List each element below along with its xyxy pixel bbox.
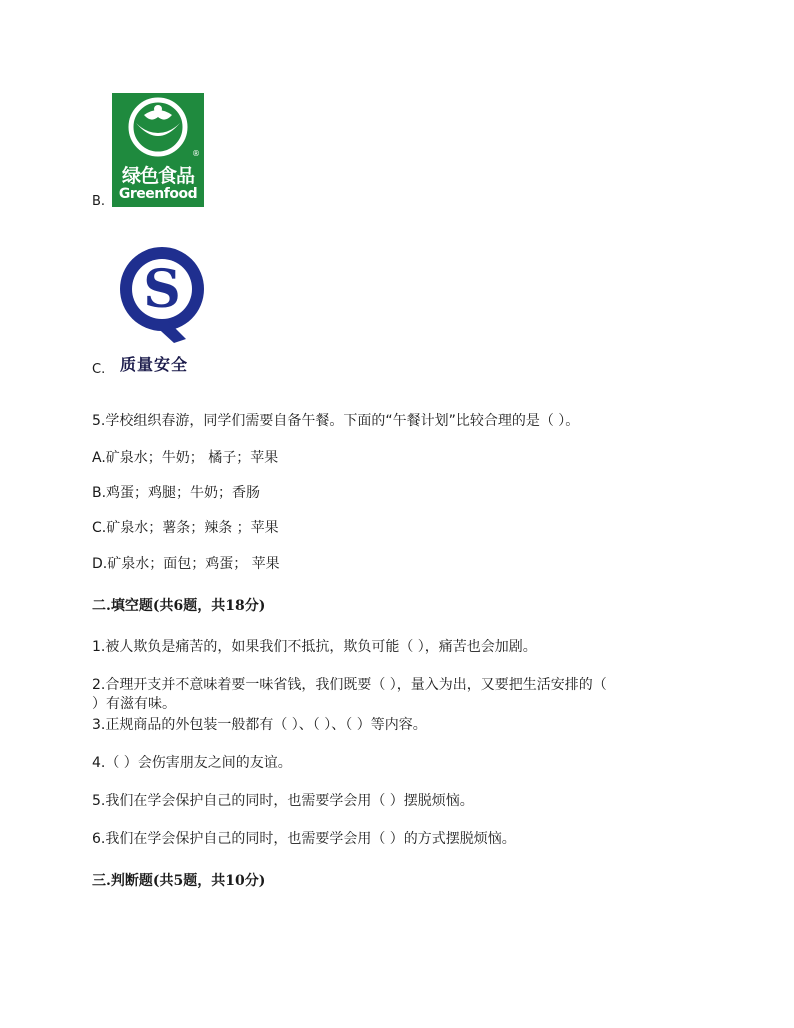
option-b-label: B. [92, 194, 106, 209]
option-c-label: C. [92, 362, 106, 377]
green-food-logo-text-cn: 绿色食品 [121, 165, 194, 187]
qs-logo-letter: S [143, 259, 181, 320]
question-5-option-d: D.矿泉水；面包；鸡蛋； 苹果 [92, 556, 280, 572]
green-food-logo-text-en: Greenfood [118, 186, 198, 202]
qs-logo [112, 243, 212, 348]
qs-emblem-icon [112, 243, 212, 348]
green-food-emblem-icon [112, 93, 204, 163]
fill-question-4: 4.（ ）会伤害朋友之间的友谊。 [92, 755, 292, 771]
question-5-option-c: C.矿泉水；薯条；辣条 ；苹果 [92, 520, 279, 536]
fill-question-6: 6.我们在学会保护自己的同时，也需要学会用（ ）的方式摆脱烦恼。 [92, 831, 516, 847]
registered-mark: ® [192, 149, 200, 158]
qs-logo-text: 质量安全 [120, 355, 189, 374]
fill-question-2-cont: ）有滋有味。 [92, 696, 176, 712]
question-5-option-b: B.鸡蛋；鸡腿；牛奶；香肠 [92, 485, 261, 501]
section-3-title: 三.判断题(共5题，共10分) [92, 873, 266, 889]
fill-question-3: 3.正规商品的外包装一般都有（ ）、（ ）、（ ）等内容。 [92, 717, 427, 733]
fill-question-2: 2.合理开支并不意味着要一味省钱，我们既要（ ），量入为出，又要把生活安排的（ [92, 677, 607, 693]
green-food-logo [112, 93, 204, 207]
question-5-stem: 5.学校组织春游，同学们需要自备午餐。下面的“午餐计划”比较合理的是（ ）。 [92, 413, 580, 429]
section-2-title: 二.填空题(共6题，共18分) [92, 598, 266, 614]
fill-question-1: 1.被人欺负是痛苦的，如果我们不抵抗，欺负可能（ ），痛苦也会加剧。 [92, 639, 537, 655]
question-5-option-a: A.矿泉水；牛奶； 橘子；苹果 [92, 450, 279, 466]
fill-question-5: 5.我们在学会保护自己的同时，也需要学会用（ ）摆脱烦恼。 [92, 793, 474, 809]
